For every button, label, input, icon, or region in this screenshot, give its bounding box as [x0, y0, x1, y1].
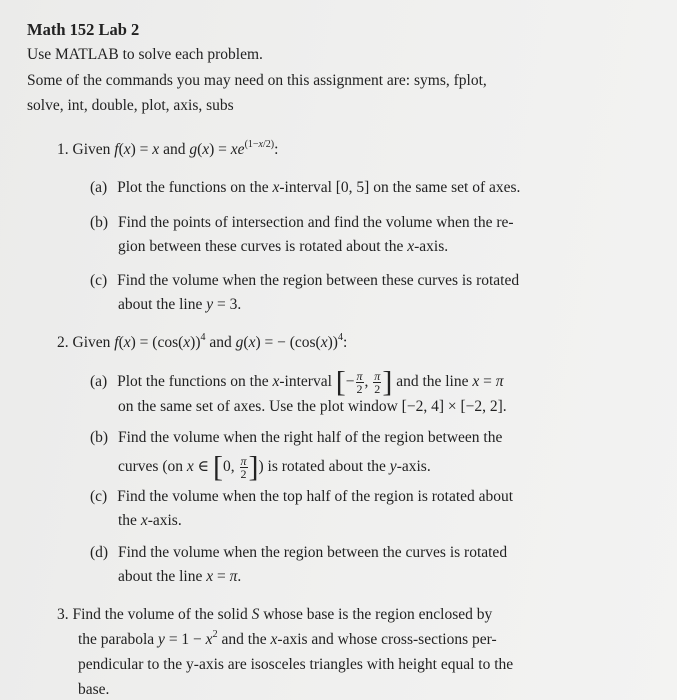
problem-3: 3. Find the volume of the solid S whose base is the region enclosed by — [57, 606, 493, 623]
problem-1-given: 1. Given f(x) = x and $g(x) = xe^{(1-x/2)}$: — [57, 139, 279, 158]
problem-2d-cont: about the line x = π. — [118, 568, 242, 585]
problem-1c-cont: about the line y = 3. — [118, 296, 242, 313]
problem-3-line-3: pendicular to the y-axis are isosceles triangles with height equal to the — [78, 656, 514, 673]
problem-1c: (c) Find the volume when the region between these curves is rotated — [90, 272, 520, 289]
problem-number: 1. — [57, 141, 69, 158]
document-title: Math 152 Lab 2 — [27, 20, 140, 39]
commands-line-2: solve, int, double, plot, axis, subs — [27, 97, 234, 114]
commands-line-1: Some of the commands you may need on this assignment are: syms, fplot, — [27, 72, 487, 89]
instructions: Use MATLAB to solve each problem. — [27, 46, 263, 63]
problem-1b-cont: gion between these curves is rotated about the x-axis. — [118, 238, 449, 255]
problem-2a-cont: on the same set of axes. Use the plot window [−2, 4] × [−2, 2]. — [118, 398, 507, 415]
problem-2a: (a) Plot the functions on the x-interval [− $\frac{\pi}{2}$ , $\frac{\pi}{2}$ ] and the line x = π — [90, 365, 504, 399]
problem-2c-cont: the x-axis. — [118, 512, 182, 529]
problem-2b-cont: curves (on x ∈ [0, $\frac{\pi}{2}$ ]) is rotated about the y-axis. — [118, 450, 431, 484]
problem-number: 2. — [57, 334, 69, 351]
problem-3-line-4: base. — [78, 681, 110, 698]
problem-1b: (b) Find the points of intersection and find the volume when the re- — [90, 214, 514, 231]
problem-3-line-2: the parabola $y = 1 - x^2$ and the x-axis and whose cross-sections per- — [78, 629, 497, 648]
problem-1a: (a) Plot the functions on the x-interval [0, 5] on the same set of axes. — [90, 179, 521, 196]
problem-2b: (b) Find the volume when the right half of the region between the — [90, 429, 503, 446]
problem-2c: (c) Find the volume when the top half of the region is rotated about — [90, 488, 514, 505]
problem-2d: (d) Find the volume when the region between the curves is rotated — [90, 544, 508, 561]
problem-number: 3. — [57, 606, 69, 623]
problem-2-given: 2. Given $f(x) = (\cos(x))^4$ and g(x) = − $(\cos(x))^4$: — [57, 332, 348, 351]
